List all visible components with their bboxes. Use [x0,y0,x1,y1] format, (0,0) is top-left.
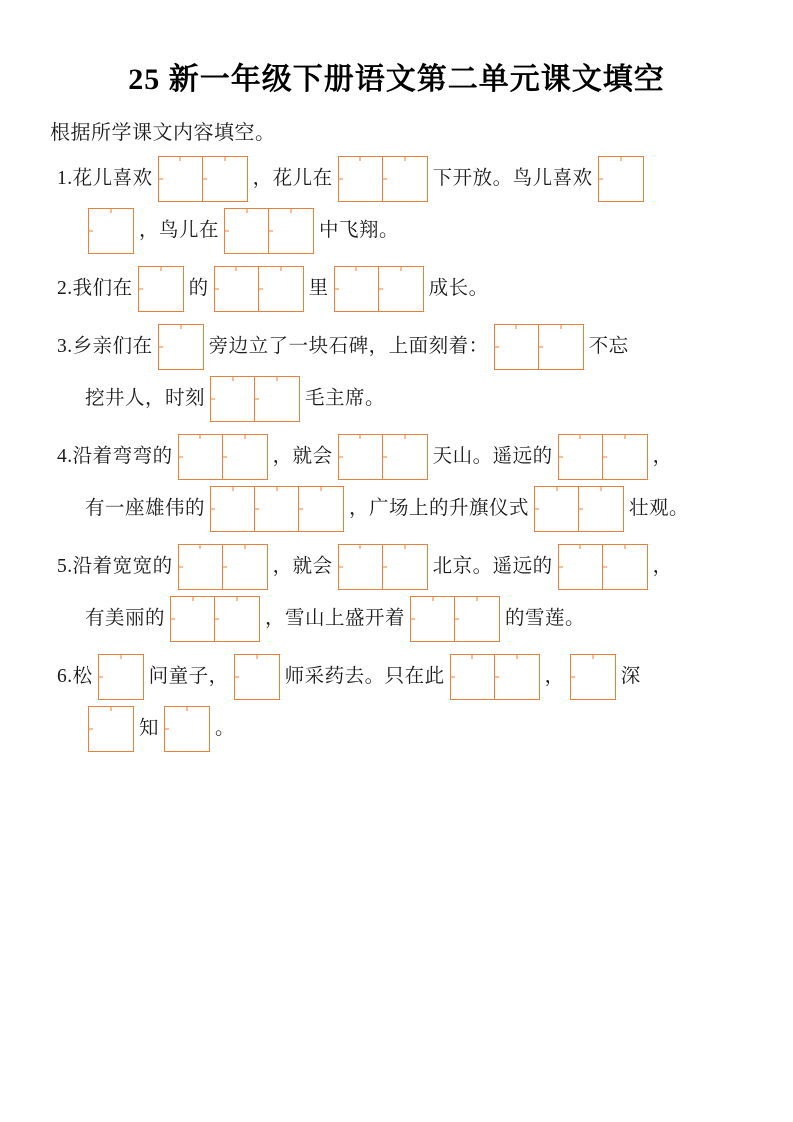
answer-cell[interactable] [179,435,223,479]
answer-box-group[interactable] [214,266,304,312]
answer-cell[interactable] [269,209,313,253]
answer-cell[interactable] [203,157,247,201]
question-text: 知 [139,718,160,740]
question-text: 问童子， [148,666,229,688]
question-line [42,205,751,257]
answer-cell[interactable] [159,325,203,369]
answer-box-group[interactable] [334,266,424,312]
answer-cell[interactable] [599,157,643,201]
answer-cell[interactable] [165,707,209,751]
question-q6 [42,651,751,755]
question-text: ， [652,446,673,468]
answer-cell[interactable] [535,487,579,531]
answer-cell[interactable] [259,267,303,311]
answer-cell[interactable] [211,487,255,531]
question-text: 3.乡亲们在 [57,336,153,358]
question-text: 中飞翔。 [319,220,400,242]
question-text: ，广场上的升旗仪式 [349,498,530,520]
answer-cell[interactable] [339,545,383,589]
answer-cell[interactable] [255,487,299,531]
answer-cell[interactable] [455,597,499,641]
answer-cell[interactable] [379,267,423,311]
question-line [42,541,751,593]
question-text: 挖井人，时刻 [85,388,206,410]
question-text: 的雪莲。 [505,608,586,630]
answer-cell[interactable] [603,545,647,589]
answer-cell[interactable] [383,435,427,479]
answer-box-group[interactable] [98,654,144,700]
question-text: ，雪山上盛开着 [265,608,406,630]
question-text: 下开放。鸟儿喜欢 [432,168,593,190]
answer-cell[interactable] [559,435,603,479]
question-text: 里 [308,278,329,300]
answer-cell[interactable] [539,325,583,369]
answer-box-group[interactable] [164,706,210,752]
answer-box-group[interactable] [170,596,260,642]
answer-cell[interactable] [99,655,143,699]
answer-box-group[interactable] [338,544,428,590]
question-text: 。 [215,718,236,740]
question-text: 1.花儿喜欢 [57,168,153,190]
answer-box-group[interactable] [450,654,540,700]
answer-cell[interactable] [451,655,495,699]
question-text: 有一座雄伟的 [85,498,206,520]
question-q5 [42,541,751,645]
question-text: 师采药去。只在此 [284,666,445,688]
answer-cell[interactable] [215,267,259,311]
answer-cell[interactable] [89,209,133,253]
answer-cell[interactable] [211,377,255,421]
question-text: ，就会 [272,556,333,578]
answer-cell[interactable] [335,267,379,311]
question-text: 有美丽的 [85,608,166,630]
answer-cell[interactable] [383,545,427,589]
answer-cell[interactable] [383,157,427,201]
question-text: ， [652,556,673,578]
question-text: ，就会 [272,446,333,468]
answer-cell[interactable] [159,157,203,201]
question-text: 2.我们在 [57,278,133,300]
question-line [42,483,751,535]
answer-box-group[interactable] [410,596,500,642]
question-line [42,431,751,483]
answer-box-group[interactable] [338,434,428,480]
answer-cell[interactable] [235,655,279,699]
answer-box-group[interactable] [158,156,248,202]
answer-box-group[interactable] [598,156,644,202]
instruction-text: 根据所学课文内容填空。 [50,122,276,144]
answer-box-group[interactable] [210,486,344,532]
question-text: 成长。 [428,278,489,300]
answer-cell[interactable] [411,597,455,641]
question-text: 深 [620,666,641,688]
question-q4 [42,431,751,535]
question-text: 毛主席。 [305,388,386,410]
question-q1 [42,153,751,257]
answer-cell[interactable] [255,377,299,421]
answer-cell[interactable] [89,707,133,751]
question-line [42,373,751,425]
question-text: 4.沿着弯弯的 [57,446,173,468]
answer-box-group[interactable] [494,324,584,370]
question-line [42,593,751,645]
answer-cell[interactable] [139,267,183,311]
answer-cell[interactable] [223,545,267,589]
question-list [42,153,751,755]
question-text: ，鸟儿在 [139,220,220,242]
answer-cell[interactable] [579,487,623,531]
answer-cell[interactable] [171,597,215,641]
answer-cell[interactable] [495,655,539,699]
question-line [42,321,751,373]
question-text: 旁边立了一块石碑，上面刻着： [208,336,489,358]
question-q2 [42,263,751,315]
answer-box-group[interactable] [558,544,648,590]
answer-box-group[interactable] [338,156,428,202]
answer-box-group[interactable] [138,266,184,312]
answer-cell[interactable] [299,487,343,531]
answer-cell[interactable] [559,545,603,589]
answer-box-group[interactable] [234,654,280,700]
answer-cell[interactable] [339,157,383,201]
question-text: ， [544,666,565,688]
answer-box-group[interactable] [224,208,314,254]
question-text: 北京。遥远的 [432,556,553,578]
question-text: 不忘 [588,336,629,358]
page-title: 25 新一年级下册语文第二单元课文填空 [128,63,665,96]
answer-cell[interactable] [603,435,647,479]
question-text: 5.沿着宽宽的 [57,556,173,578]
question-q3 [42,321,751,425]
question-text: 的 [188,278,209,300]
question-line [42,263,751,315]
question-line [42,703,751,755]
question-text: 天山。遥远的 [432,446,553,468]
answer-box-group[interactable] [558,434,648,480]
answer-cell[interactable] [215,597,259,641]
question-text: 壮观。 [629,498,690,520]
question-text: 6.松 [57,666,93,688]
answer-box-group[interactable] [178,544,268,590]
answer-cell[interactable] [571,655,615,699]
answer-box-group[interactable] [534,486,624,532]
question-line [42,651,751,703]
answer-box-group[interactable] [88,208,134,254]
answer-box-group[interactable] [210,376,300,422]
answer-cell[interactable] [223,435,267,479]
answer-cell[interactable] [179,545,223,589]
answer-box-group[interactable] [88,706,134,752]
answer-cell[interactable] [495,325,539,369]
question-text: ，花儿在 [252,168,333,190]
answer-cell[interactable] [225,209,269,253]
question-line [42,153,751,205]
answer-cell[interactable] [339,435,383,479]
answer-box-group[interactable] [178,434,268,480]
answer-box-group[interactable] [158,324,204,370]
answer-box-group[interactable] [570,654,616,700]
